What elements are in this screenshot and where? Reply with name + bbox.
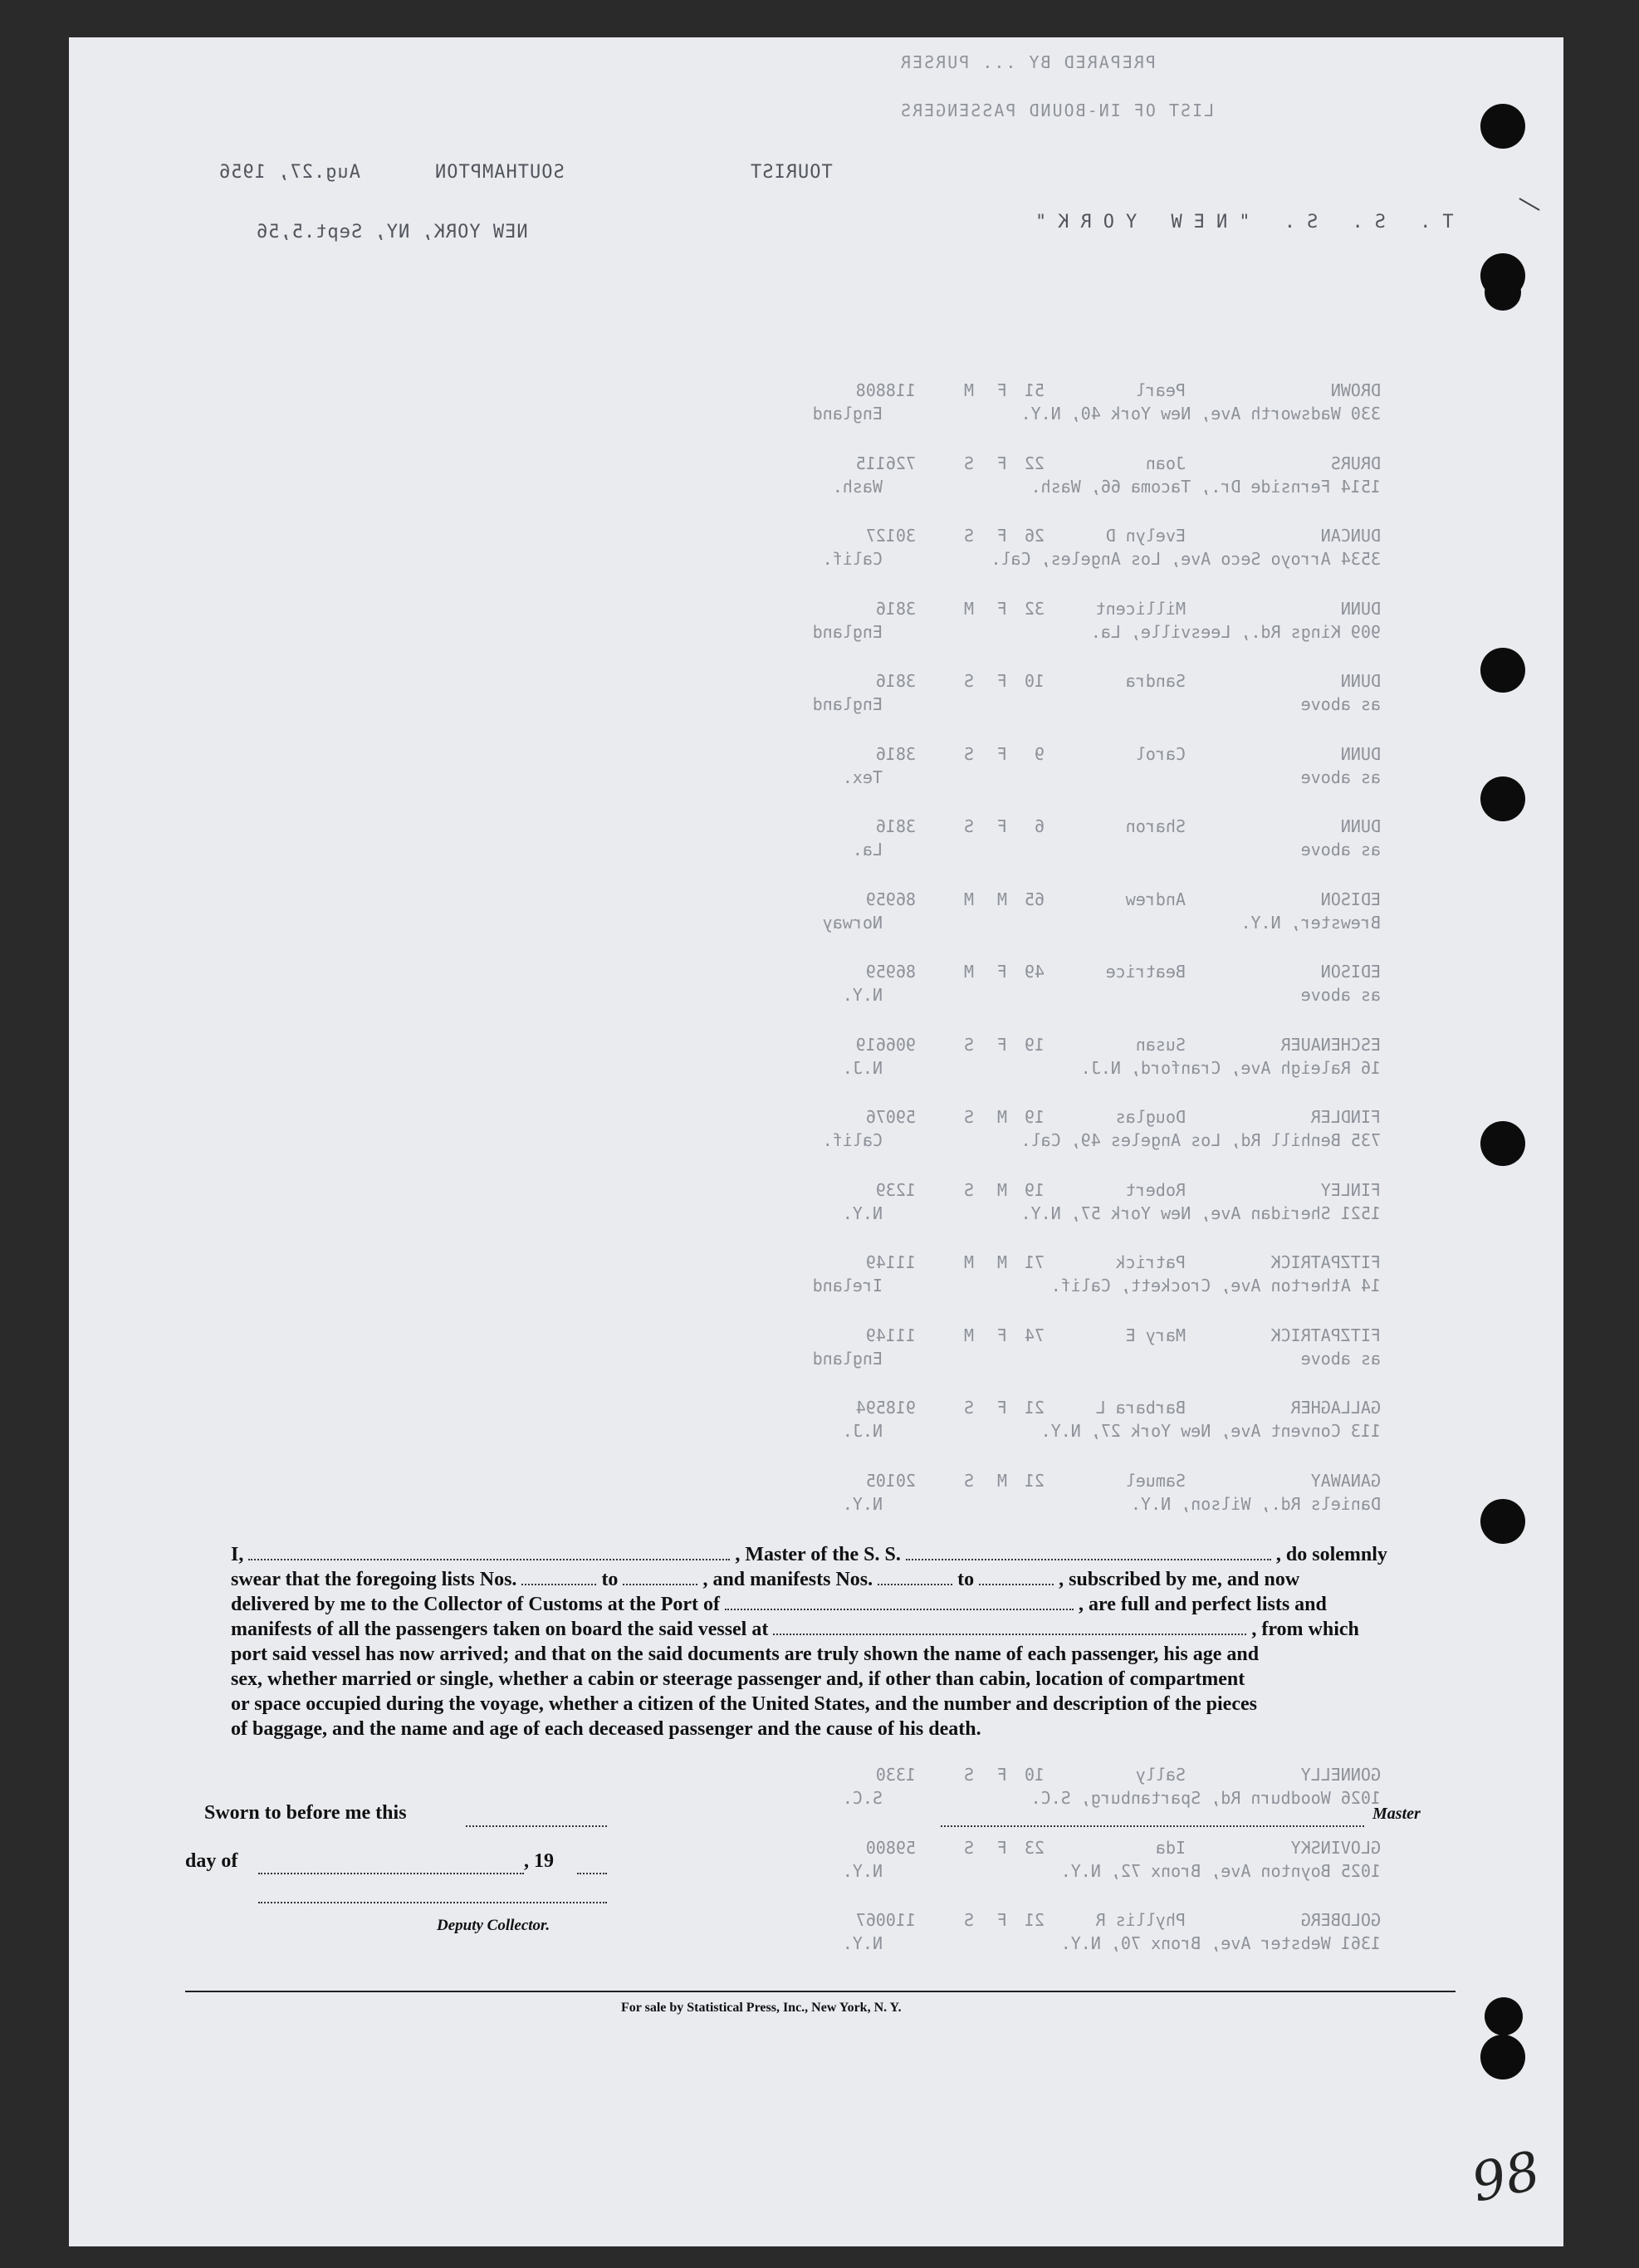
bleed-class-line: TOURIST — [750, 162, 833, 183]
cert-line3-b: , are full and perfect lists and — [1078, 1594, 1327, 1615]
passenger-sex: F — [996, 743, 1007, 764]
passenger-entry — [733, 1325, 1381, 1375]
cert-master-of: , Master of the S. S. — [735, 1544, 901, 1565]
passenger-place: Calif. — [822, 1130, 883, 1150]
passenger-entry — [733, 671, 1381, 721]
passenger-age: 10 — [1024, 1765, 1045, 1785]
passenger-age: 6 — [1034, 816, 1045, 836]
passenger-name: DROWN — [1330, 380, 1381, 400]
passenger-sex: F — [996, 671, 1007, 691]
passenger-sex: F — [996, 453, 1007, 473]
cert-i-label: I, — [231, 1544, 244, 1565]
passenger-ms: S — [963, 1179, 974, 1200]
passenger-name: EDISON — [1320, 889, 1381, 909]
manifest-page — [69, 37, 1563, 2246]
passenger-sex: F — [996, 1765, 1007, 1785]
passenger-number: 3816 — [875, 743, 916, 764]
passenger-sex: F — [996, 1398, 1007, 1418]
passenger-address: as above — [1300, 767, 1381, 787]
passenger-age: 32 — [1024, 598, 1045, 619]
passenger-age: 74 — [1024, 1325, 1045, 1345]
bleed-date-line: Aug.27, 1956 — [218, 162, 360, 183]
passenger-sex: F — [996, 1837, 1007, 1858]
passenger-address: Brewster, N.Y. — [1240, 912, 1381, 933]
passenger-ms: S — [963, 526, 974, 546]
passenger-first: Carol — [1135, 743, 1186, 764]
passenger-address: 735 Benhill Rd, Los Angeles 49, Cal. — [1020, 1130, 1381, 1150]
passenger-number: 906619 — [855, 1034, 916, 1055]
passenger-age: 22 — [1024, 453, 1045, 473]
passenger-place: N.Y. — [842, 1493, 883, 1514]
passenger-ms: S — [963, 453, 974, 473]
passenger-sex: F — [996, 962, 1007, 982]
master-signature-field[interactable] — [941, 1809, 1364, 1827]
passenger-sex: F — [996, 1034, 1007, 1055]
list-from-field[interactable] — [521, 1567, 596, 1585]
passenger-entry — [733, 1471, 1381, 1521]
cert-line2-a: swear that the foregoing lists Nos. — [231, 1569, 517, 1590]
cert-line2-to2: to — [957, 1569, 975, 1590]
passenger-sex: M — [996, 1470, 1007, 1491]
cert-line4-b: , from which — [1251, 1619, 1359, 1640]
passenger-place: Calif. — [822, 549, 883, 569]
ship-name-field[interactable] — [906, 1542, 1271, 1560]
passenger-address: 16 Raleigh Ave, Cranford, N.J. — [1080, 1057, 1381, 1078]
passenger-first: Samuel — [1125, 1470, 1186, 1491]
manifest-from-field[interactable] — [878, 1567, 952, 1585]
year-label: , 19 — [524, 1850, 554, 1872]
list-to-field[interactable] — [623, 1567, 697, 1585]
passenger-name: DUNCAN — [1320, 526, 1381, 546]
manifest-to-field[interactable] — [979, 1567, 1054, 1585]
passenger-ms: M — [963, 889, 974, 909]
binder-hole — [1485, 1997, 1523, 2035]
cert-line2-to: to — [601, 1569, 619, 1590]
passenger-entry — [733, 1180, 1381, 1230]
passenger-age: 26 — [1024, 526, 1045, 546]
cert-line2-b: , and manifests Nos. — [702, 1569, 873, 1590]
passenger-place: Wash. — [832, 476, 883, 497]
passenger-address: 1026 Woodburn Rd, Spartanburg, S.C. — [1030, 1788, 1381, 1808]
passenger-number: 30127 — [865, 526, 916, 546]
passenger-name: FINLEY — [1320, 1179, 1381, 1200]
passenger-sex: M — [996, 889, 1007, 909]
cert-line6: sex, whether married or single, whether a cabin or steerage passenger and, if other than cabin, location of compartment — [231, 1668, 1245, 1690]
passenger-entry — [733, 1398, 1381, 1448]
passenger-entry — [733, 599, 1381, 649]
bleed-prepared-line: PREPARED BY ... PURSER — [899, 52, 1156, 72]
cert-line5: port said vessel has now arrived; and that on the said documents are truly shown the name of each passenger, his age and — [231, 1643, 1260, 1665]
passenger-entry — [733, 526, 1381, 576]
cert-line3-a: delivered by me to the Collector of Customs at the Port of — [231, 1594, 720, 1615]
passenger-entry — [733, 1035, 1381, 1085]
passenger-sex: M — [996, 1179, 1007, 1200]
passenger-entry — [733, 962, 1381, 1012]
passenger-first: Andrew — [1125, 889, 1186, 909]
passenger-name: DUNN — [1340, 816, 1381, 836]
bleed-ship-line: T. S. S. "NEW YORK" — [1024, 212, 1454, 233]
passenger-place: England — [812, 1348, 883, 1369]
passenger-first: Robert — [1125, 1179, 1186, 1200]
passenger-entry — [733, 1838, 1381, 1888]
passenger-ms: M — [963, 598, 974, 619]
deputy-collector-label: Deputy Collector. — [437, 1917, 550, 1934]
passenger-first: Pearl — [1135, 380, 1186, 400]
passenger-ms: S — [963, 1034, 974, 1055]
passenger-address: 1025 Boynton Ave, Bronx 72, N.Y. — [1060, 1860, 1381, 1881]
passenger-place: N.Y. — [842, 1203, 883, 1223]
passenger-ms: S — [963, 671, 974, 691]
passenger-age: 19 — [1024, 1034, 1045, 1055]
passenger-place: N.Y. — [842, 1860, 883, 1881]
passenger-place: N.J. — [842, 1421, 883, 1441]
passenger-number: 86959 — [865, 889, 916, 909]
passenger-address: as above — [1300, 694, 1381, 714]
passenger-sex: F — [996, 1325, 1007, 1345]
passenger-name: DUNN — [1340, 671, 1381, 691]
passenger-ms: M — [963, 1325, 974, 1345]
passenger-address: as above — [1300, 840, 1381, 860]
passenger-number: 11149 — [865, 1252, 916, 1272]
passenger-name: GANAWAY — [1310, 1470, 1381, 1491]
passenger-place: Ireland — [812, 1276, 883, 1296]
passenger-entry — [733, 1107, 1381, 1157]
passenger-sex: F — [996, 816, 1007, 836]
passenger-age: 71 — [1024, 1252, 1045, 1272]
passenger-name: ESCHENAUER — [1280, 1034, 1381, 1055]
year-field[interactable] — [577, 1856, 607, 1874]
passenger-entry — [733, 1765, 1381, 1815]
passenger-number: 20105 — [865, 1470, 916, 1491]
passenger-number: 59800 — [865, 1837, 916, 1858]
passenger-ms: S — [963, 1398, 974, 1418]
passenger-first: Mary E — [1125, 1325, 1186, 1345]
passenger-place: N.J. — [842, 1057, 883, 1078]
passenger-first: Millicent — [1095, 598, 1186, 619]
master-certificate — [231, 1542, 1526, 1741]
passenger-number: 1330 — [875, 1765, 916, 1785]
passenger-entry — [733, 744, 1381, 794]
passenger-entry — [733, 1910, 1381, 1960]
passenger-first: Beatrice — [1105, 962, 1186, 982]
passenger-ms: M — [963, 1252, 974, 1272]
passenger-ms: M — [963, 380, 974, 400]
footer-rule — [185, 1991, 1456, 1992]
passenger-number: 3816 — [875, 816, 916, 836]
passenger-sex: F — [996, 1910, 1007, 1930]
passenger-name: GLOVINSKY — [1290, 1837, 1381, 1858]
handwritten-page-mark: 98 — [1466, 2140, 1546, 2215]
master-name-field[interactable] — [248, 1542, 730, 1560]
passenger-place: England — [812, 694, 883, 714]
passenger-place: N.Y. — [842, 985, 883, 1005]
passenger-entry — [733, 1252, 1381, 1302]
passenger-place: N.Y. — [842, 1933, 883, 1953]
passenger-number: 918594 — [855, 1398, 916, 1418]
passenger-ms: S — [963, 1837, 974, 1858]
passenger-name: EDISON — [1320, 962, 1381, 982]
passenger-age: 23 — [1024, 1837, 1045, 1858]
passenger-place: England — [812, 621, 883, 642]
binder-hole — [1480, 2035, 1525, 2079]
binder-hole — [1480, 1499, 1525, 1544]
passenger-ms: S — [963, 816, 974, 836]
passenger-ms: S — [963, 743, 974, 764]
passenger-number: 11149 — [865, 1325, 916, 1345]
passenger-place: Norway — [822, 912, 883, 933]
passenger-ms: S — [963, 1765, 974, 1785]
passenger-number: 1239 — [875, 1179, 916, 1200]
passenger-place: England — [812, 404, 883, 424]
passenger-name: GOLDBERG — [1300, 1910, 1381, 1930]
binder-hole — [1480, 776, 1525, 821]
cert-line7: or space occupied during the voyage, whether a citizen of the United States, and the number and description of the pieces — [231, 1693, 1257, 1715]
passenger-name: GONNELLY — [1300, 1765, 1381, 1785]
passenger-ms: M — [963, 962, 974, 982]
passenger-name: FINDLER — [1310, 1107, 1381, 1127]
passenger-name: DUNN — [1340, 743, 1381, 764]
passenger-age: 49 — [1024, 962, 1045, 982]
passenger-number: 118808 — [855, 380, 916, 400]
passenger-name: DUNN — [1340, 598, 1381, 619]
passenger-first: Sharon — [1125, 816, 1186, 836]
passenger-place: S.C. — [842, 1788, 883, 1808]
passenger-entry — [733, 816, 1381, 866]
passenger-place: Tex. — [842, 767, 883, 787]
passenger-address: as above — [1300, 985, 1381, 1005]
cert-do-solemnly: , do solemnly — [1275, 1544, 1387, 1565]
passenger-address: 1521 Sheridan Ave, New York 57, N.Y. — [1020, 1203, 1381, 1223]
passenger-entry — [733, 889, 1381, 939]
month-field[interactable] — [258, 1856, 524, 1874]
passenger-number: 3816 — [875, 671, 916, 691]
passenger-first: Douglas — [1115, 1107, 1186, 1127]
passenger-address: 1514 Fernside Dr., Tacoma 66, Wash. — [1030, 476, 1381, 497]
passenger-name: FITZPATRICK — [1270, 1252, 1381, 1272]
passenger-number: 59076 — [865, 1107, 916, 1127]
passenger-address: as above — [1300, 1348, 1381, 1369]
cert-line2-c: , subscribed by me, and now — [1059, 1569, 1300, 1590]
day-of-label: day of — [185, 1850, 238, 1872]
cert-line8: of baggage, and the name and age of each deceased passenger and the cause of his death. — [231, 1718, 981, 1740]
passenger-ms: S — [963, 1910, 974, 1930]
passenger-first: Ida — [1155, 1837, 1186, 1858]
passenger-address: 330 Wadsworth Ave, New York 40, N.Y. — [1020, 404, 1381, 424]
passenger-address: 14 Atherton Ave, Crockett, Calif. — [1050, 1276, 1381, 1296]
deputy-signature-field[interactable] — [258, 1885, 607, 1903]
passenger-sex: F — [996, 598, 1007, 619]
passenger-ms: S — [963, 1107, 974, 1127]
passenger-first: Sandra — [1125, 671, 1186, 691]
passenger-first: Patrick — [1115, 1252, 1186, 1272]
cert-line4-a: manifests of all the passengers taken on board the said vessel at — [231, 1619, 769, 1640]
passenger-sex: F — [996, 380, 1007, 400]
passenger-first: Evelyn D — [1105, 526, 1186, 546]
passenger-age: 21 — [1024, 1910, 1045, 1930]
passenger-first: Barbara L — [1095, 1398, 1186, 1418]
passenger-first: Sally — [1135, 1765, 1186, 1785]
passenger-age: 10 — [1024, 671, 1045, 691]
bleed-port-line: SOUTHAMPTON — [434, 162, 565, 183]
passenger-number: 726115 — [855, 453, 916, 473]
passenger-sex: M — [996, 1252, 1007, 1272]
passenger-first: Joan — [1145, 453, 1186, 473]
binder-hole — [1480, 1121, 1525, 1166]
passenger-address: Daniels Rd., Wilson, N.Y. — [1130, 1493, 1381, 1514]
passenger-first: Phyllis R — [1095, 1910, 1186, 1930]
passenger-age: 51 — [1024, 380, 1045, 400]
passenger-name: FITZPATRICK — [1270, 1325, 1381, 1345]
passenger-number: 110067 — [855, 1910, 916, 1930]
passenger-name: DRURS — [1330, 453, 1381, 473]
passenger-age: 21 — [1024, 1470, 1045, 1491]
passenger-sex: F — [996, 526, 1007, 546]
sworn-label: Sworn to before me this — [204, 1802, 407, 1824]
port-field[interactable] — [725, 1592, 1074, 1610]
sworn-day-field[interactable] — [466, 1809, 607, 1827]
passenger-age: 19 — [1024, 1179, 1045, 1200]
passenger-age: 19 — [1024, 1107, 1045, 1127]
passenger-age: 9 — [1034, 743, 1045, 764]
passenger-address: 909 Kings Rd., Leesville, La. — [1090, 621, 1381, 642]
passenger-age: 65 — [1024, 889, 1045, 909]
passenger-ms: S — [963, 1470, 974, 1491]
bleed-list-heading: LIST OF IN-BOUND PASSENGERS — [899, 100, 1215, 120]
passenger-address: 1361 Webster Ave, Bronx 70, N.Y. — [1060, 1933, 1381, 1953]
passenger-name: GALLAGHER — [1290, 1398, 1381, 1418]
passenger-entry — [733, 453, 1381, 503]
passenger-address: 3534 Arroyo Seco Ave, Los Angeles, Cal. — [991, 549, 1381, 569]
passenger-place: La. — [852, 840, 883, 860]
binder-hole — [1485, 274, 1521, 311]
pen-tick — [1519, 198, 1539, 211]
binder-hole — [1480, 104, 1525, 149]
passenger-age: 21 — [1024, 1398, 1045, 1418]
departure-port-field[interactable] — [773, 1617, 1246, 1635]
passenger-address: 113 Convent Ave, New York 27, N.Y. — [1040, 1421, 1381, 1441]
passenger-entry — [733, 380, 1381, 430]
bleed-arrival-line: NEW YORK, NY, Sept.5,56 — [256, 222, 528, 242]
passenger-first: Susan — [1135, 1034, 1186, 1055]
master-signature-label: Master — [1372, 1805, 1421, 1823]
passenger-sex: M — [996, 1107, 1007, 1127]
passenger-number: 3816 — [875, 598, 916, 619]
binder-hole — [1480, 648, 1525, 693]
printer-footer: For sale by Statistical Press, Inc., New York, N. Y. — [621, 2001, 902, 2015]
passenger-number: 86959 — [865, 962, 916, 982]
